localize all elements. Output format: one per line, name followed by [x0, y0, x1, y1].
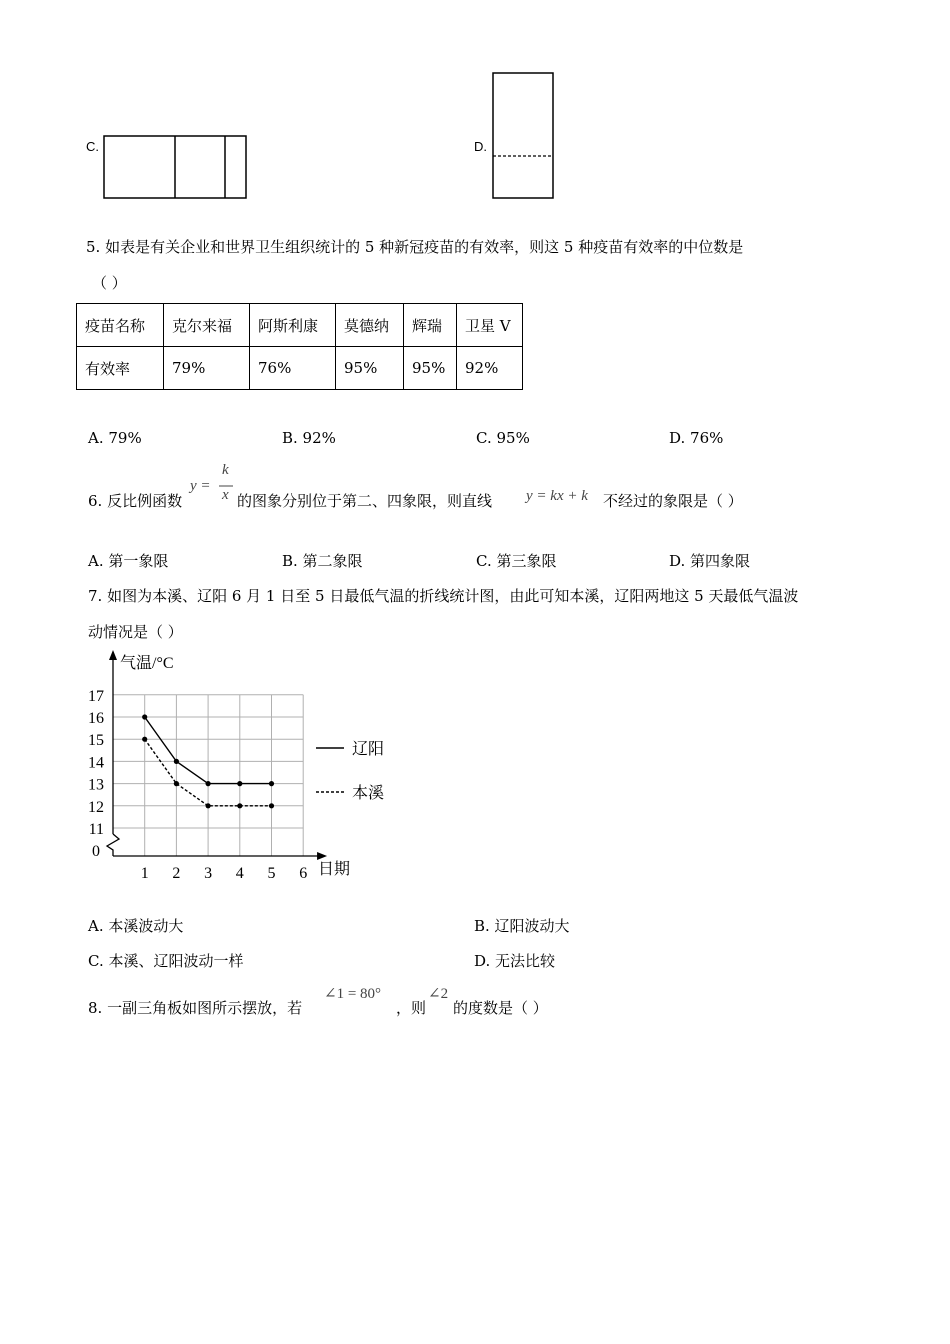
- y-axis-label: 气温/°C: [120, 655, 174, 672]
- x-axis-label: 日期: [318, 861, 351, 878]
- table-cell: 95%: [404, 347, 457, 390]
- q8-middle: ，则: [396, 999, 427, 1017]
- option-d-label: D.: [474, 139, 487, 154]
- x-tick-label: 5: [267, 865, 276, 882]
- q6-func-numerator: k: [222, 462, 229, 478]
- q5-option-d[interactable]: D. 76%: [669, 429, 724, 447]
- table-row: [77, 304, 523, 347]
- table-row: [77, 347, 523, 390]
- x-axis-arrow-icon: [317, 852, 327, 860]
- q7-option-d[interactable]: D. 无法比较: [474, 952, 556, 970]
- table-cell: 有效率: [77, 347, 164, 390]
- y-tick-label: 15: [88, 732, 104, 750]
- x-tick-label: 6: [299, 865, 308, 882]
- table-header-cell: 辉瑞: [404, 304, 457, 347]
- q5-option-b[interactable]: B. 92%: [282, 429, 336, 447]
- table-cell: 79%: [164, 347, 250, 390]
- q5-option-c[interactable]: C. 95%: [476, 429, 530, 447]
- data-point: [237, 781, 242, 786]
- x-tick-label: 3: [204, 865, 213, 882]
- y-tick-label: 11: [88, 821, 104, 838]
- option-d-figure: [489, 69, 559, 202]
- q6-option-d[interactable]: D. 第四象限: [669, 552, 751, 570]
- axis-break-icon: [107, 834, 119, 856]
- y-tick-label: 17: [88, 687, 104, 705]
- option-c-figure: [100, 132, 252, 202]
- x-tick-label: 4: [235, 865, 244, 882]
- q5-stem: 5. 如表是有关企业和世界卫生组织统计的 5 种新冠疫苗的有效率，则这 5 种疫苗有效率的中位数是: [86, 238, 744, 256]
- legend-label: 本溪: [352, 785, 385, 802]
- x-tick-label: 2: [172, 865, 181, 882]
- data-point: [269, 781, 274, 786]
- data-point: [142, 714, 147, 719]
- data-point: [174, 781, 179, 786]
- q6-option-b[interactable]: B. 第二象限: [282, 552, 363, 570]
- q5-option-a[interactable]: A. 79%: [88, 429, 142, 447]
- q6-option-c[interactable]: C. 第三象限: [476, 552, 557, 570]
- y-tick-label: 12: [88, 798, 104, 816]
- y-axis-arrow-icon: [109, 650, 117, 660]
- data-point: [269, 803, 274, 808]
- vaccine-table: [76, 303, 523, 390]
- x-tick-label: 1: [140, 865, 149, 882]
- y-tick-label: 14: [88, 754, 104, 772]
- table-header-cell: 阿斯利康: [250, 304, 336, 347]
- q6-func-denominator: x: [222, 487, 229, 503]
- y-tick-label: 16: [88, 710, 104, 727]
- q8-prefix: 8. 一副三角板如图所示摆放，若: [88, 999, 303, 1017]
- legend-label: 辽阳: [352, 741, 385, 758]
- q7-stem-line2: 动情况是（ ）: [88, 623, 183, 641]
- q6-prefix: 6. 反比例函数: [88, 492, 183, 510]
- option-c-label: C.: [86, 139, 99, 154]
- data-point: [206, 803, 211, 808]
- q7-option-c[interactable]: C. 本溪、辽阳波动一样: [88, 952, 244, 970]
- q7-stem-line1: 7. 如图为本溪、辽阳 6 月 1 日至 5 日最低气温的折线统计图，由此可知本溪，辽阳两地这 5 天最低气温波: [88, 587, 799, 605]
- data-point: [142, 737, 147, 742]
- q6-option-a[interactable]: A. 第一象限: [88, 552, 169, 570]
- table-header-cell: 克尔来福: [164, 304, 250, 347]
- q6-line-expr: y = kx + k: [526, 488, 588, 504]
- origin-label: 0: [92, 843, 100, 860]
- data-point: [174, 759, 179, 764]
- q8-angle1: ∠1 = 80°: [324, 986, 382, 1002]
- data-point: [206, 781, 211, 786]
- table-header-cell: 卫星 V: [457, 304, 523, 347]
- q6-func-lhs: y =: [190, 478, 211, 494]
- y-tick-label: 13: [88, 776, 104, 794]
- q8-suffix: 的度数是（ ）: [453, 999, 548, 1017]
- table-cell: 92%: [457, 347, 523, 390]
- q7-option-b[interactable]: B. 辽阳波动大: [474, 917, 570, 935]
- q5-paren: （ ）: [92, 274, 127, 292]
- q6-suffix: 不经过的象限是（ ）: [603, 492, 743, 510]
- table-cell: 76%: [250, 347, 336, 390]
- temperature-line-chart: [0, 640, 420, 890]
- q8-angle2: ∠2: [428, 986, 449, 1002]
- data-point: [237, 803, 242, 808]
- table-cell: 95%: [336, 347, 404, 390]
- q6-middle: 的图象分别位于第二、四象限，则直线: [237, 492, 493, 510]
- q7-option-a[interactable]: A. 本溪波动大: [88, 917, 184, 935]
- table-header-cell: 疫苗名称: [77, 304, 164, 347]
- table-header-cell: 莫德纳: [336, 304, 404, 347]
